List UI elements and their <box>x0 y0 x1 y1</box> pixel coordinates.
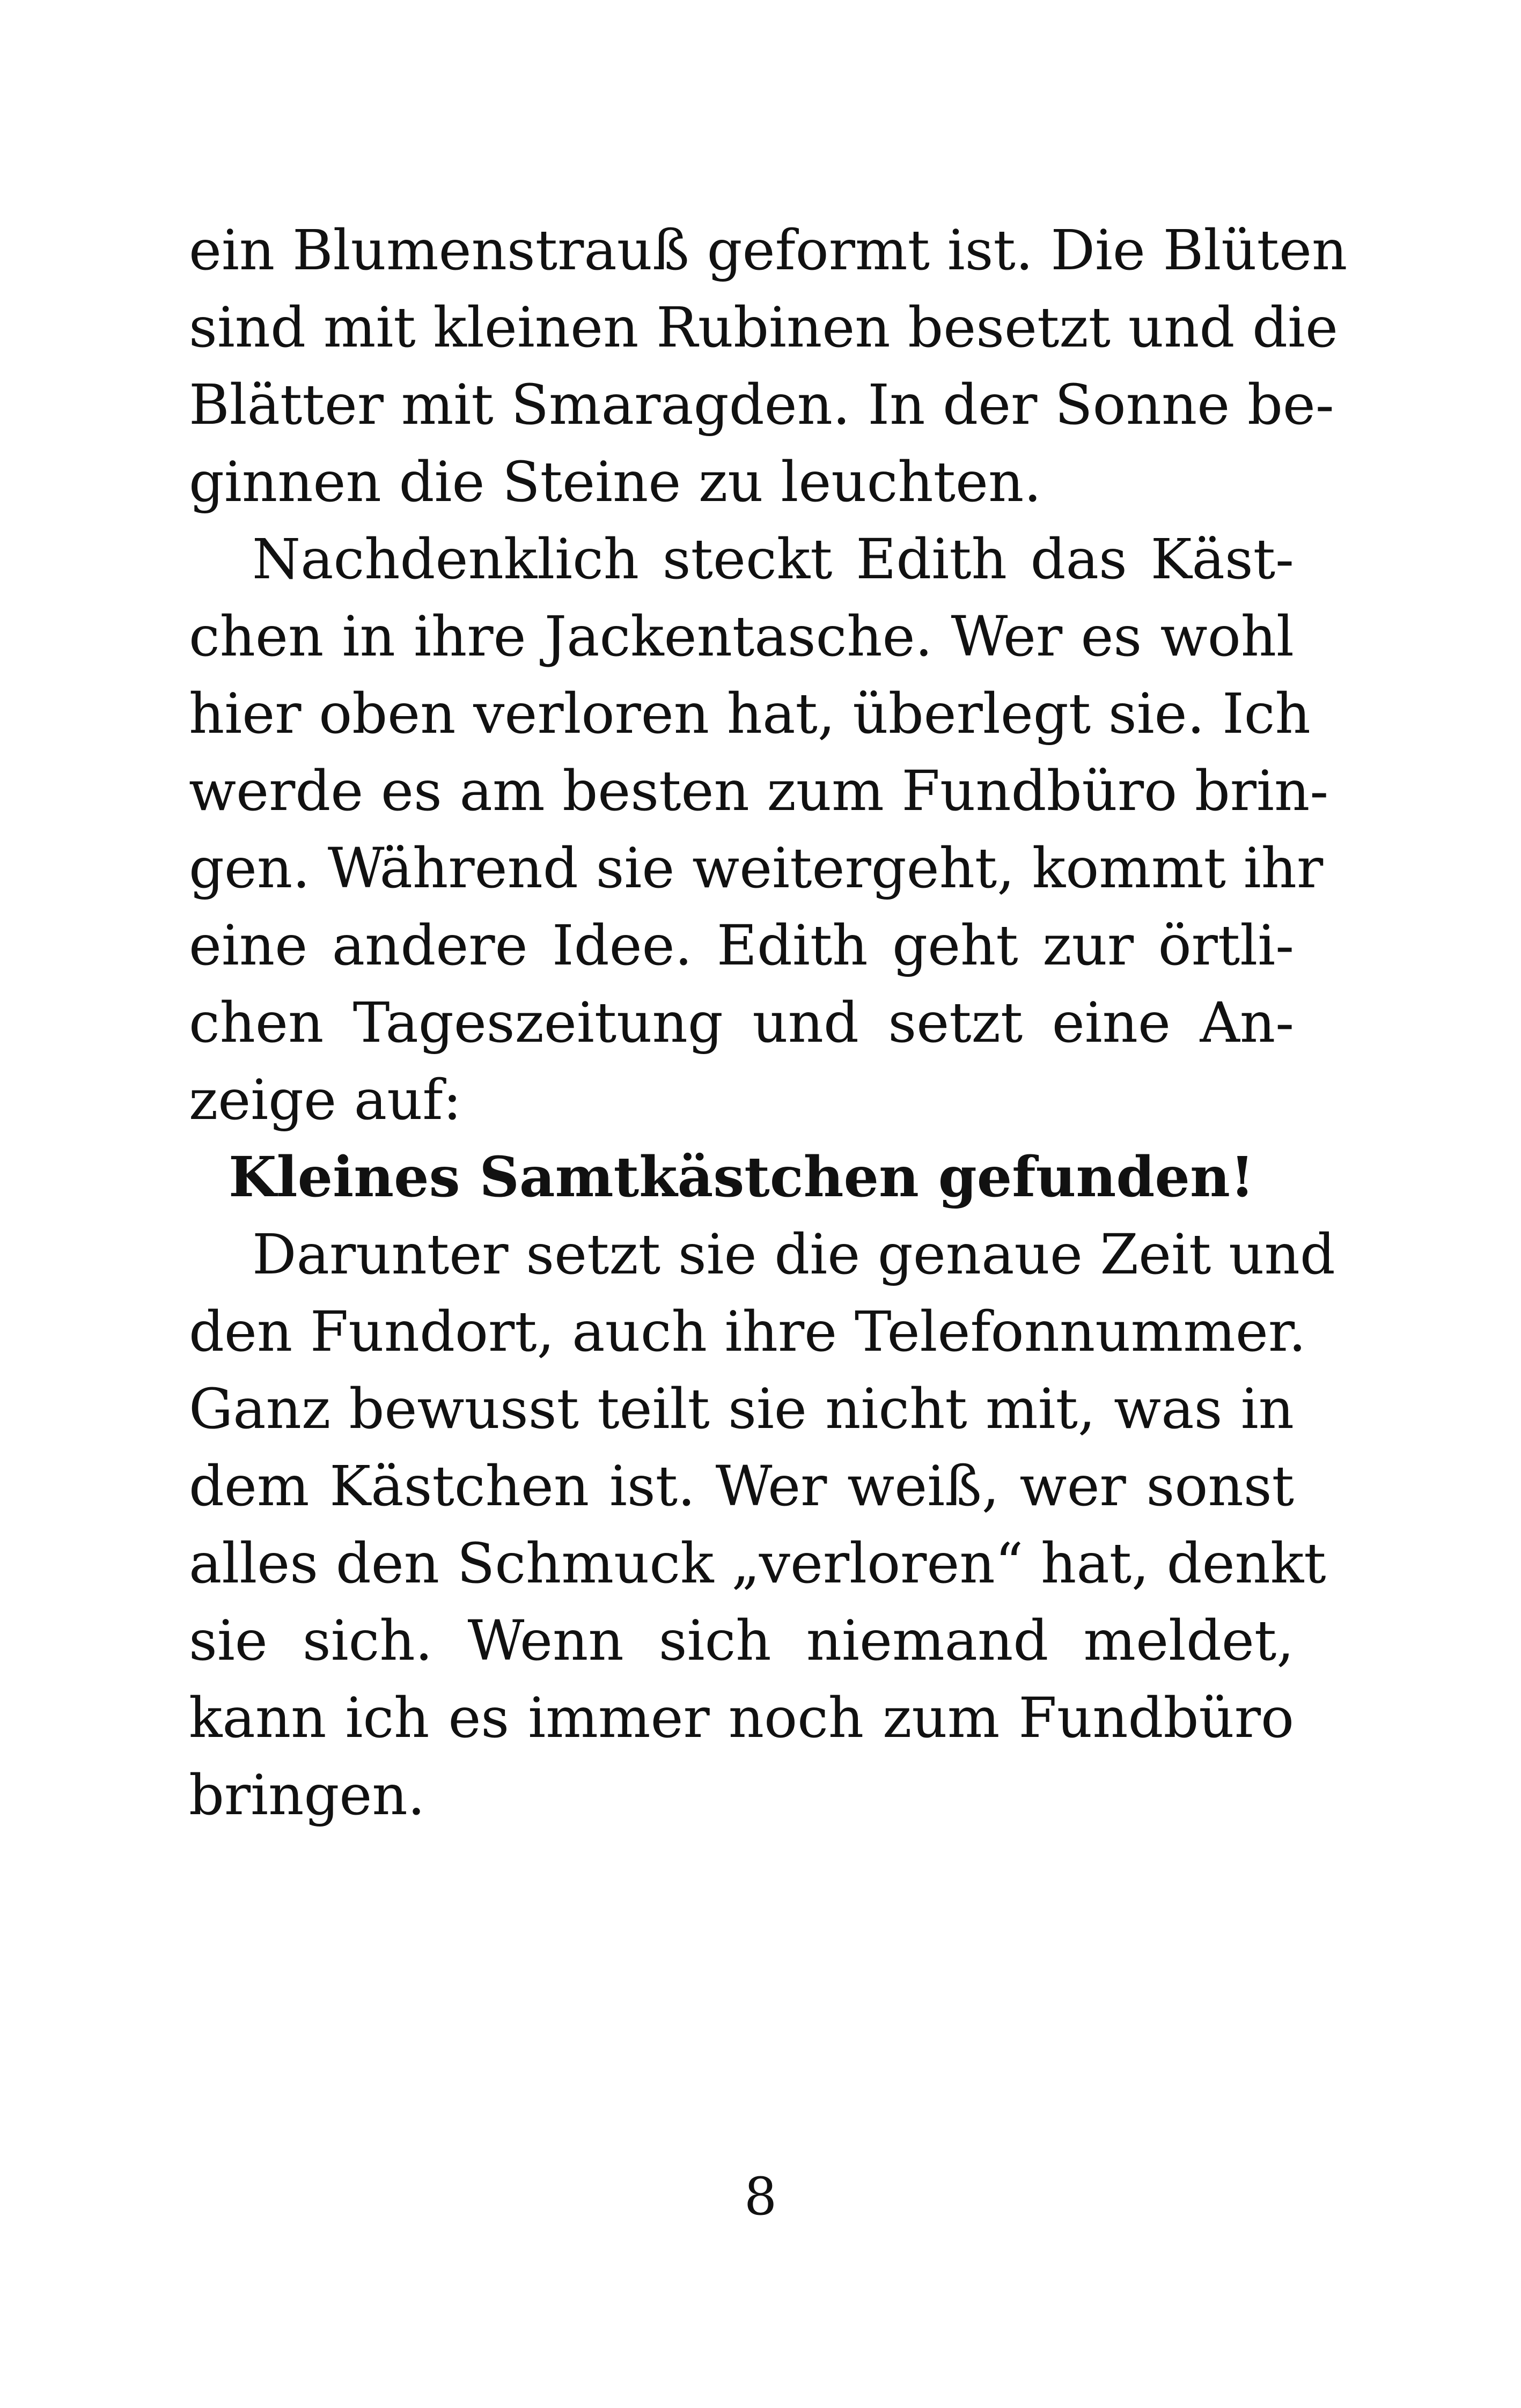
text-line: hier oben verloren hat, überlegt sie. Ich <box>189 682 1311 746</box>
paragraph-1 <box>189 212 1348 521</box>
body-text <box>189 212 1348 1834</box>
text-line: Darunter setzt sie die genaue Zeit und <box>252 1223 1335 1287</box>
text-line: sie sich. Wenn sich niemand meldet, <box>189 1609 1294 1673</box>
text-line: ginnen die Steine zu leuchten. <box>189 450 1042 514</box>
text-line: alles den Schmuck „verloren“ hat, denkt <box>189 1531 1326 1596</box>
text-line: chen Tageszeitung und setzt eine An- <box>189 991 1294 1055</box>
text-line: chen in ihre Jackentasche. Wer es wohl <box>189 605 1294 669</box>
text-line: zeige auf: <box>189 1068 462 1132</box>
text-line: ein Blumenstrauß geformt ist. Die Blüten <box>189 218 1348 283</box>
text-line: gen. Während sie weitergeht, kommt ihr <box>189 836 1324 901</box>
text-line: werde es am besten zum Fundbüro brin- <box>189 759 1329 823</box>
paragraph-2 <box>189 521 1329 1139</box>
page-number: 8 <box>744 2167 777 2227</box>
text-line: bringen. <box>189 1763 425 1828</box>
text-line: kann ich es immer noch zum Fundbüro <box>189 1686 1294 1750</box>
text-line: Ganz bewusst teilt sie nicht mit, was in <box>189 1377 1294 1441</box>
paragraph-3 <box>189 1216 1335 1834</box>
text-line: sind mit kleinen Rubinen besetzt und die <box>189 296 1338 360</box>
text-line: eine andere Idee. Edith geht zur örtli- <box>189 914 1294 978</box>
text-line: dem Kästchen ist. Wer weiß, wer sonst <box>189 1454 1294 1519</box>
text-line: Blätter mit Smaragden. In der Sonne be- <box>189 373 1334 437</box>
ad-heading: Kleines Samtkästchen gefunden! <box>228 1145 1255 1210</box>
text-line: den Fundort, auch ihre Telefonnummer. <box>189 1300 1306 1364</box>
text-line: Nachdenklich steckt Edith das Käst- <box>252 527 1294 592</box>
